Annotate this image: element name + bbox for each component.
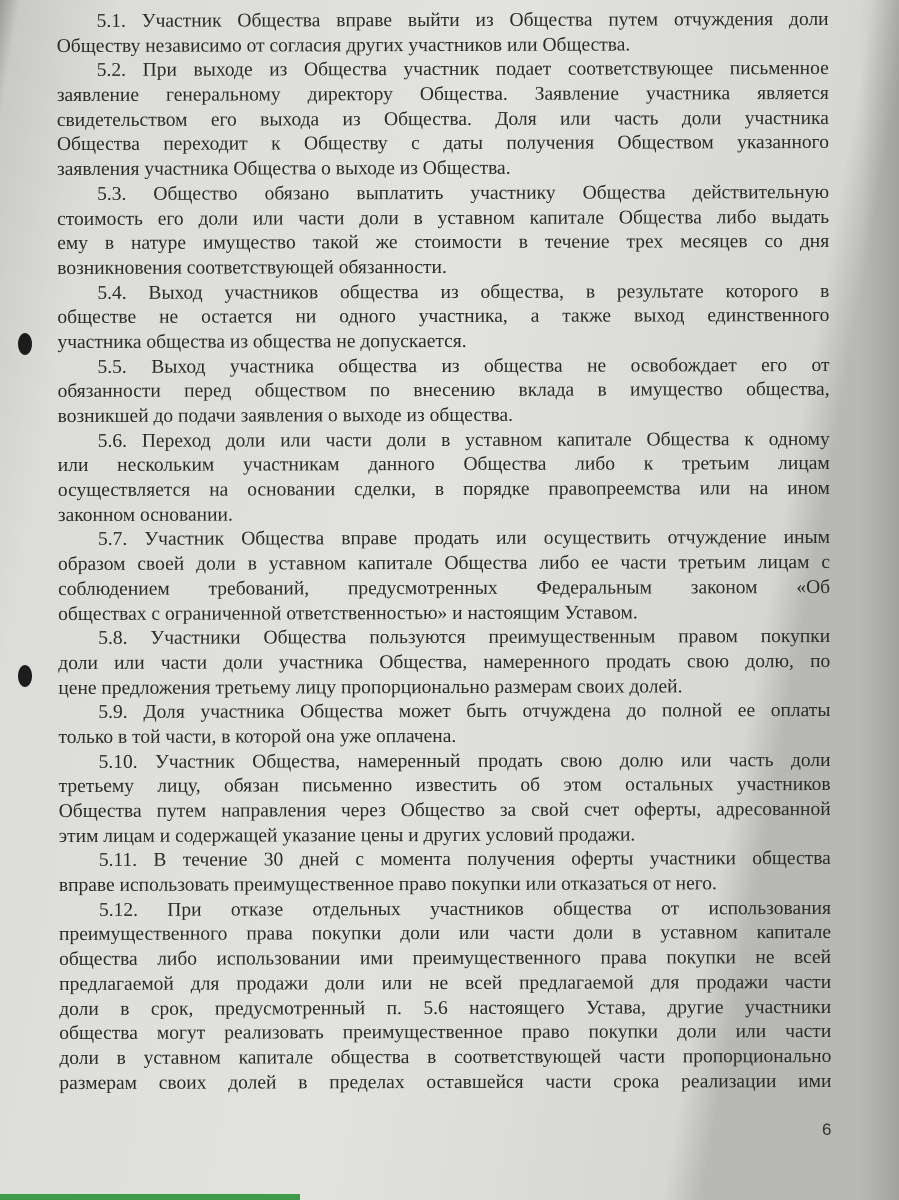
paragraph [57, 280, 829, 356]
binder-hole [18, 333, 32, 355]
text-line: 5.3. Общество обязано выплатить участнику Общества действительную [97, 181, 830, 205]
text-line: 5.11. В течение 30 дней с момента получения оферты участники общества [98, 848, 831, 872]
paragraph [58, 625, 830, 701]
text-line: общества либо использовании ими преимущественного права покупки не всей [59, 947, 832, 971]
page-number: 6 [822, 1120, 832, 1139]
text-line: предлагаемой для продажи доли или не всей предлагаемой для продажи части [59, 971, 832, 995]
text-line: Общества путем направления через Общество за свой счет оферты, адресованной [58, 798, 831, 823]
table-edge [0, 1194, 300, 1200]
text-line: обязанности перед обществом по внесению вклада в имущество общества, [57, 379, 830, 403]
text-line: доли в уставном капитале общества в соответствующей части пропорционально [59, 1045, 832, 1069]
text-line: обществах с ограниченной ответственностью» и настоящим Уставом. [58, 601, 638, 625]
text-line: осуществляется на основании сделки, в порядке правопреемства или на ином [57, 478, 830, 502]
paragraph [59, 847, 831, 898]
paragraph [58, 699, 830, 750]
paragraph [59, 897, 832, 1097]
paragraph [59, 749, 831, 850]
text-line: доли или части доли участника Общества, намеренного продать свою долю, по [58, 650, 831, 674]
paragraph [57, 181, 829, 282]
paragraph [58, 526, 830, 627]
text-line: возникновения соответствующей обязанности. [57, 256, 447, 279]
text-line: 5.5. Выход участника общества из общества не освобождает его от [97, 354, 830, 378]
text-line: общества могут реализовать преимущественное право покупки доли или части [59, 1021, 832, 1045]
text-line: 5.2. При выходе из Общества участник подает соответствующее письменное [96, 58, 829, 82]
text-line: размерам своих долей в пределах оставшейся части срока реализации ими [59, 1070, 832, 1094]
page-shadow [859, 0, 899, 1200]
text-line: стоимость его доли или части доли в уставном капитале Общества либо выдать [57, 206, 830, 230]
paragraph [57, 354, 829, 430]
text-line: Обществу независимо от согласия других участников или Общества. [56, 34, 631, 57]
text-line: 5.7. Участник Общества вправе продать или осуществить отчуждение иным [97, 527, 830, 551]
text-line: свидетельством его выхода из Общества. Доля или часть доли участника [56, 107, 829, 131]
text-line: ему в натуре имущество такой же стоимости в течение трех месяцев со дня [57, 231, 830, 255]
text-line: 5.6. Переход доли или части доли в уставном капитале Общества к одному [97, 428, 830, 452]
text-line: вправе использовать преимущественное право покупки или отказаться от него. [58, 873, 717, 897]
text-line: преимущественного права покупки доли или части доли в уставном капитале [58, 922, 832, 946]
text-line: 5.10. Участник Общества, намеренный продать свою долю или часть доли [98, 749, 831, 773]
text-line: образом своей доли в уставном капитале Общества либо ее части третьим лицам с [58, 552, 831, 576]
text-line: возникшей до подачи заявления о выходе из общества. [57, 404, 514, 428]
text-line: только в той части, в которой она уже оплачена. [58, 725, 457, 748]
text-line: обществе не остается ни одного участника, а также выход единственного [57, 305, 830, 329]
text-line: 5.12. При отказе отдельных участников общества от использования [98, 897, 831, 921]
text-line: 5.8. Участники Общества пользуются преимущественным правом покупки [98, 626, 831, 650]
text-line: третьему лицу, обязан письменно известить об этом остальных участников [58, 774, 831, 798]
text-line: 5.1. Участник Общества вправе выйти из Общества путем отчуждения доли [96, 8, 829, 32]
text-line: доли в срок, предусмотренный п. 5.6 настоящего Устава, другие участники [59, 996, 832, 1020]
text-line: цене предложения третьему лицу пропорционально размерам своих долей. [58, 675, 683, 699]
text-line: 5.4. Выход участников общества из общества, в результате которого в [97, 280, 830, 304]
text-line: участника общества из общества не допускается. [57, 330, 467, 353]
document-body [57, 8, 832, 1096]
text-line: этим лицам и содержащей указание цены и других условий продажи. [58, 824, 636, 847]
paragraph [57, 57, 829, 182]
text-line: Общества переходит к Обществу с даты получения Обществом указанного [56, 132, 829, 156]
paragraph [58, 428, 830, 529]
text-line: соблюдением требований, предусмотренных Федеральным законом «Об [58, 576, 831, 600]
text-line: законном основании. [57, 504, 233, 526]
paragraph [57, 8, 829, 59]
text-line: заявление генеральному директору Общества. Заявление участника является [56, 83, 829, 107]
binder-hole [18, 665, 32, 687]
text-line: 5.9. Доля участника Общества может быть отчуждена до полной ее оплаты [98, 700, 831, 724]
text-line: заявления участника Общества о выходе из Общества. [56, 157, 511, 181]
text-line: или нескольким участникам данного Общества либо к третьим лицам [57, 453, 830, 477]
